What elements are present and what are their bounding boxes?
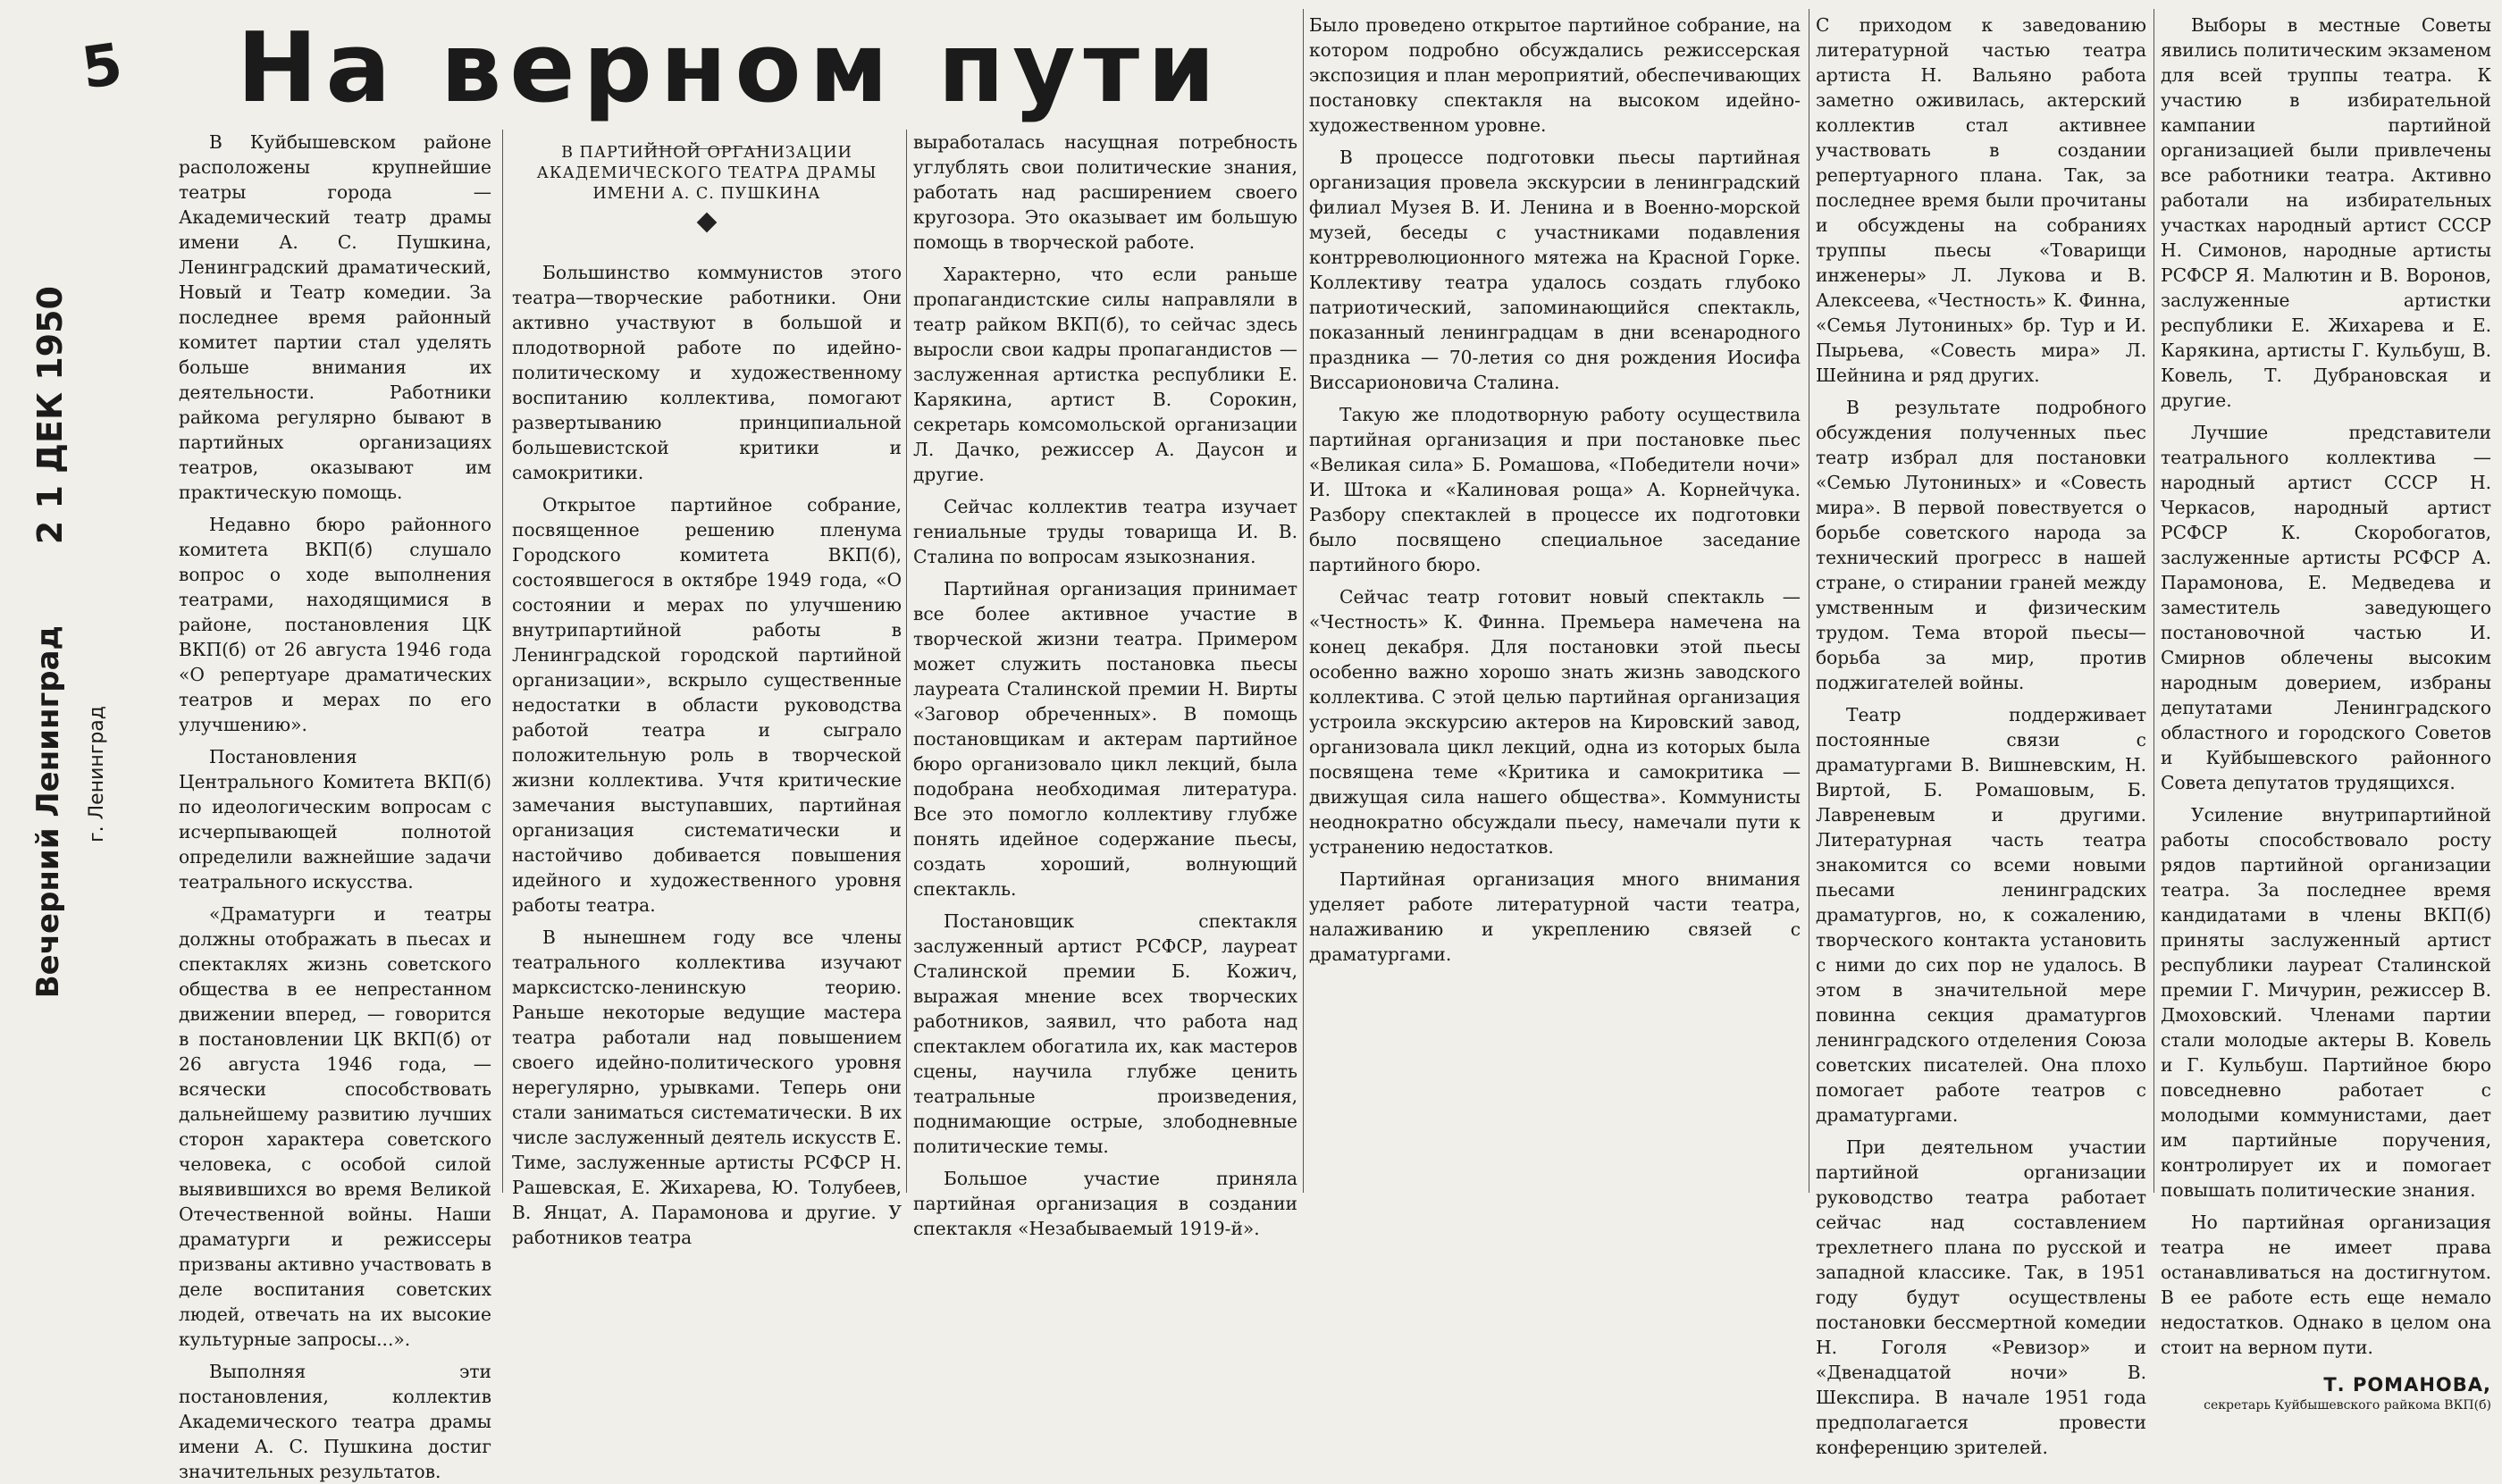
paragraph: Большинство коммунистов этого театра—творческие работники. Они активно участвуют в большой и плодотворной работе по идейно-политическому и художественному воспитанию коллектива, помогают развертыванию принципиальной большевистской критики и самокритики. <box>512 262 902 483</box>
paragraph: В нынешнем году все члены театрального коллектива изучают марксистско-ленинскую теорию. Раньше некоторые ведущие мастера театра работали над повышением своего идейно-политического уровня нерегулярно, урывками. Теперь они стали заниматься систематически. В их числе заслуженный деятель искусств Е. Тиме, заслуженные артисты РСФСР Н. Рашевская, Е. Жихарева, Ю. Толубеев, В. Янцат, А. Парамонова и другие. У работников театра <box>512 926 902 1248</box>
column-rule <box>906 130 907 1193</box>
subhead-line: ИМЕНИ А. С. ПУШКИНА <box>592 185 821 203</box>
article-column-6 <box>2161 13 2491 1413</box>
column-rule <box>502 130 503 1193</box>
city-stamp: г. Ленинград <box>86 706 108 843</box>
paragraph: Открытое партийное собрание, посвященное решению пленума Городского комитета ВКП(б), состоявшегося в октябре 1949 года, «О состоянии и мерах по улучшению внутрипартийной работы в Ленинградской городской партийной организации», вскрыло существенные недостатки в области руководства работой театра и сыграло положительную роль в творческой жизни коллектива. Учтя критические замечания выступавших, партийная организация систематически и настойчиво добивается повышения идейного и художественного уровня работы театра. <box>512 494 902 916</box>
paragraph: Было проведено открытое партийное собрание, на котором подробно обсуждались режиссерская экспозиция и план мероприятий, обеспечивающих постановку спектакля на высоком идейно-художественном уровне. <box>1309 14 1801 136</box>
paragraph: Партийная организация принимает все более активное участие в творческой жизни театра. Примером может служить постановка пьесы лауреата Сталинской премии Н. Вирты «Заговор обреченных». В помощь постановщикам и актерам партийное бюро организовало цикл лекций, была подобрана необходимая литература. Все это помогло коллективу глубже понять идейное содержание пьесы, создать хороший, волнующий спектакль. <box>913 578 1297 900</box>
paragraph: Усиление внутрипартийной работы способствовало росту рядов партийной организации театра. За последнее время кандидатами в члены ВКП(б) приняты заслуженный артист республики лауреат Сталинской премии Г. Мичурин, режиссер В. Дмоховский. Членами партии стали молодые актеры В. Ковель и Г. Кульбуш. Партийное бюро повседневно работает с молодыми коммунистами, дает им партийные поручения, контролирует их и помогает повышать политические знания. <box>2161 804 2491 1201</box>
paragraph: При деятельном участии партийной организации руководство театра работает сейчас над составлением трехлетнего плана по русской и западной классике. Так, в 1951 году будут осуществлены постановки бессмертной комедии Н. Гоголя «Ревизор» и «Двенадцатой ночи» В. Шекспира. В начале 1951 года предполагается провести конференцию зрителей. <box>1816 1136 2146 1458</box>
subhead <box>517 143 896 205</box>
paragraph: выработалась насущная потребность углублять свои политические знания, работать над расширением своего кругозора. Это оказывает им большую помощь в творческой работе. <box>913 131 1297 253</box>
hand-mark: 5 <box>78 31 127 103</box>
paragraph: Сейчас коллектив театра изучает гениальные труды товарища И. В. Сталина по вопросам языкознания. <box>913 496 1297 567</box>
paragraph: Выборы в местные Советы явились политическим экзаменом для всей труппы театра. К участию в избирательной кампании партийной организацией были привлечены все работники театра. Активно работали на избирательных участках народный артист СССР Н. Симонов, народные артисты РСФСР Я. Малютин и В. Воронов, заслуженные артистки республики Е. Жихарева и Е. Карякина, артисты Г. Кульбуш, В. Ковель, Т. Дубрановская и другие. <box>2161 14 2491 411</box>
paragraph: Лучшие представители театрального коллектива — народный артист СССР Н. Черкасов, народный артист РСФСР К. Скоробогатов, заслуженные артисты РСФСР А. Парамонова, Е. Медведева и заместитель заведующего постановочной частью И. Смирнов облечены высоким народным доверием, избраны депутатами Ленинградского областного и городского Советов и Куйбышевского районного Совета депутатов трудящихся. <box>2161 422 2491 793</box>
paragraph: Выполняя эти постановления, коллектив Академического театра драмы имени А. С. Пушкина достиг значительных результатов. <box>179 1361 491 1482</box>
article-column-2 <box>512 134 902 1335</box>
article-column-4 <box>1309 13 1801 1213</box>
paragraph: В Куйбышевском районе расположены крупнейшие театры города — Академический театр драмы имени А. С. Пушкина, Ленинградский драматический, Новый и Театр комедии. За последнее время районный комитет партии стал уделять больше внимания их деятельности. Работники райкома регулярно бывают в партийных организациях театров, оказывают им практическую помощь. <box>179 131 491 503</box>
paragraph: Но партийная организация театра не имеет права останавливаться на достигнутом. В ее работе есть еще немало недостатков. Однако в целом она стоит на верном пути. <box>2161 1212 2491 1358</box>
paragraph: Театр поддерживает постоянные связи с драматургами В. Вишневским, Н. Виртой, Б. Ромашовым, Б. Лавреневым и другими. Литературная часть театра знакомится со всеми новыми пьесами ленинградских драматургов, но, к сожалению, творческого контакта установить с ними до сих пор не удалось. В этом в значительной мере повинна секция драматургов ленинградского отделения Союза советских писателей. Она плохо помогает работе театров с драматургами. <box>1816 704 2146 1126</box>
newspaper-name-stamp: Вечерний Ленинград <box>30 625 66 999</box>
paragraph: Постановления Центрального Комитета ВКП(б) по идеологическим вопросам с исчерпывающей полнотой определили важнейшие задачи театрального искусства. <box>179 746 491 893</box>
subhead-line: АКАДЕМИЧЕСКОГО ТЕАТРА ДРАМЫ <box>536 164 877 182</box>
paragraph: Такую же плодотворную работу осуществила партийная организация и при постановке пьес «Великая сила» Б. Ромашова, «Победители ночи» И. Штока и «Калиновая роща» А. Корнейчука. Разбору спектаклей в процессе их подготовки было посвящено специальное заседание партийного бюро. <box>1309 404 1801 575</box>
paragraph: В процессе подготовки пьесы партийная организация провела экскурсии в ленинградский филиал Музея В. И. Ленина и в Военно-морской музей, беседы с участниками подавления контрреволюционного мятежа на Красной Горке. Коллективу театра удалось создать глубоко патриотический, запоминающийся спектакль, показанный ленинградцам в дни всенародного праздника — 70-летия со дня рождения Иосифа Виссарионовича Сталина. <box>1309 147 1801 393</box>
paragraph: Сейчас театр готовит новый спектакль — «Честность» К. Финна. Премьера намечена на конец декабря. Для постановки этой пьесы особенно важно хорошо знать жизнь заводского коллектива. С этой целью партийная организация устроила экскурсию актеров на Кировский завод, организовала цикл лекций, одна из которых была посвящена теме «Критика и самокритика — движущая сила нашего общества». Коммунисты неоднократно обсуждали пьесу, намечали пути к устранению недостатков. <box>1309 586 1801 858</box>
article-column-1 <box>179 130 491 1482</box>
author-name: Т. РОМАНОВА, <box>2323 1374 2491 1396</box>
paragraph: Характерно, что если раньше пропагандистские силы направляли в театр райком ВКП(б), то сейчас здесь выросли свои кадры пропагандистов — заслуженная артистка республики Е. Карякина, артист В. Сорокин, секретарь комсомольской организации Л. Дачко, режиссер А. Даусон и другие. <box>913 264 1297 485</box>
article-headline: На верном пути <box>237 13 1223 124</box>
subhead-line: В ПАРТИЙНОЙ ОРГАНИЗАЦИИ <box>561 144 852 162</box>
paragraph: С приходом к заведованию литературной частью театра артиста Н. Вальяно работа заметно оживилась, актерский коллектив стал активнее участвовать в создании репертуарного плана. Так, за последнее время были прочитаны и обсуждены на собраниях труппы пьесы «Товарищи инженеры» Л. Лукова и В. Алексеева, «Честность» К. Финна, «Семья Лутониных» бр. Тур и И. Пырьева, «Совесть мира» Л. Шейнина и ряд других. <box>1816 14 2146 386</box>
date-stamp: 2 1 ДЕК 1950 <box>30 286 70 545</box>
column-rule <box>1303 9 1304 1193</box>
author-signature <box>2161 1372 2491 1413</box>
diamond-ornament-icon <box>697 213 718 233</box>
paragraph: Недавно бюро районного комитета ВКП(б) слушало вопрос о ходе выполнения театрами, находящимися в районе, постановления ЦК ВКП(б) от 26 августа 1946 года «О репертуаре драматических театров и мерах по его улучшению». <box>179 514 491 735</box>
paragraph: В результате подробного обсуждения полученных пьес театр избрал для постановки «Семью Лутониных» и «Совесть мира». В первой повествуется о борьбе советского народа за технический прогресс в нашей стране, о стирании граней между умственным и физическим трудом. Тема второй пьесы—борьба за мир, против поджигателей войны. <box>1816 397 2146 693</box>
paragraph: Постановщик спектакля заслуженный артист РСФСР, лауреат Сталинской премии Б. Кожич, выражая мнение всех творческих работников, заявил, что работа над спектаклем обогатила их, как мастеров сцены, научила глубже ценить театральные произведения, поднимающие острые, злободневные политические темы. <box>913 910 1297 1157</box>
article-column-5 <box>1816 13 2146 1458</box>
paragraph: Большое участие приняла партийная организация в создании спектакля «Незабываемый 1919-й». <box>913 1168 1297 1239</box>
author-title: секретарь Куйбышевского райкома ВКП(б) <box>2204 1398 2491 1413</box>
article-column-3 <box>913 130 1297 1330</box>
paragraph: Партийная организация много внимания уделяет работе литературной части театра, налаживанию и укреплению связей с драматургами. <box>1309 868 1801 965</box>
paragraph: «Драматурги и театры должны отображать в пьесах и спектаклях жизнь советского общества в ее непрестанном движении вперед, — говорится в постановлении ЦК ВКП(б) от 26 августа 1946 года, — всячески способствовать дальнейшему развитию лучших сторон характера советского человека, с особой силой выявившихся во время Великой Отечественной войны. Наши драматурги и режиссеры призваны активно участвовать в деле воспитания советских людей, отвечать на их высокие культурные запросы...». <box>179 903 491 1350</box>
